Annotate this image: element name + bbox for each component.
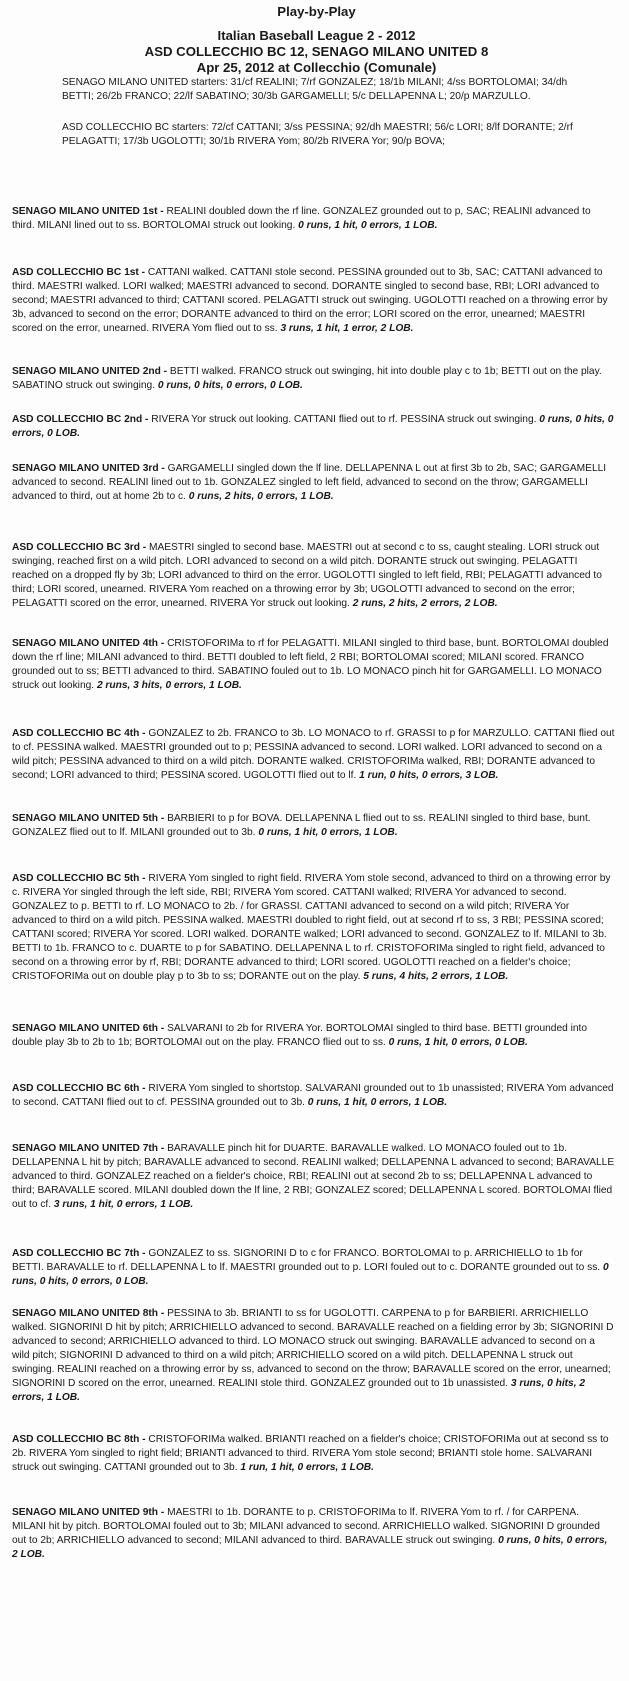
inning-team-heading: ASD COLLECCHIO BC 3rd - — [12, 542, 149, 553]
starters-lineup: ASD COLLECCHIO BC starters: 72/cf CATTANI; 3/ss PESSINA; 92/dh MAESTRI; 56/c LORI; 8/lf DORANTE; 2/rf PELAGATTI; 17/3b UGOLOTTI; 30/1b RIVERA Yom; 80/2b RIVERA Yor; 90/p BOVA; — [62, 122, 573, 147]
inning-plays: CRISTOFORIMa walked. BRIANTI reached on a fielder's choice; CRISTOFORIMa out at second ss to 2b. RIVERA Yom singled to right field; BRIANTI advanced to third. RIVERA Yom stole second; BRIANTI stole home. SALVARANI struck out swinging. CATTANI grounded out to 3b. — [12, 1434, 609, 1473]
inning-team-heading: ASD COLLECCHIO BC 7th - — [12, 1248, 149, 1259]
starters-section — [62, 76, 591, 149]
inning-plays: CATTANI walked. CATTANI stole second. PESSINA grounded out to 3b, SAC; CATTANI advanced to third. MAESTRI walked. LORI walked; MAESTRI advanced to second. DORANTE singled to second base, RBI; LORI advanced to second; MAESTRI advanced to third; CATTANI scored. PELAGATTI struck out swinging. UGOLOTTI reached on a throwing error by 3b, advanced to second on the error; DORANTE advanced to third on the error; LORI scored on the error, unearned; MAESTRI scored on the error, unearned. RIVERA Yom flied out to ss. — [12, 267, 608, 334]
inning-summary: 3 runs, 1 hit, 0 errors, 1 LOB. — [53, 1199, 194, 1210]
inning-summary: 0 runs, 0 hits, 0 errors, 0 LOB. — [157, 380, 303, 391]
inning-plays: GONZALEZ to ss. SIGNORINI D to c for FRANCO. BORTOLOMAI to p. ARRICHIELLO to 1b for BETTI. BARAVALLE to rf. DELLAPENNA L to lf. MAESTRI grounded out to p. LORI fouled out to c. DORANTE grounded out to ss. — [12, 1248, 603, 1273]
inning-entry — [12, 1433, 615, 1475]
inning-entry — [12, 462, 615, 504]
inning-team-heading: SENAGO MILANO UNITED 1st - — [12, 206, 167, 217]
inning-entry — [12, 872, 615, 984]
inning-entry — [12, 812, 615, 840]
inning-summary: 0 runs, 1 hit, 0 errors, 0 LOB. — [388, 1037, 528, 1048]
inning-entry — [12, 1506, 615, 1562]
inning-entry — [12, 1142, 615, 1212]
inning-plays: BARBIERI to p for BOVA. DELLAPENNA L flied out to ss. REALINI singled to third base, bunt. GONZALEZ flied out to lf. MILANI grounded out to 3b. — [12, 813, 591, 838]
inning-team-heading: ASD COLLECCHIO BC 2nd - — [12, 414, 152, 425]
inning-team-heading: SENAGO MILANO UNITED 8th - — [12, 1308, 168, 1319]
game-matchup: ASD COLLECCHIO BC 12, SENAGO MILANO UNITED 8 — [144, 44, 489, 59]
inning-summary: 2 runs, 3 hits, 0 errors, 1 LOB. — [96, 680, 242, 691]
inning-team-heading: SENAGO MILANO UNITED 9th - — [12, 1507, 168, 1518]
inning-entry — [12, 1022, 615, 1050]
inning-plays: PESSINA to 3b. BRIANTI to ss for UGOLOTTI. CARPENA to p for BARBIERI. ARRICHIELLO walked. SIGNORINI D hit by pitch; ARRICHIELLO advanced to second. BARAVALLE reached on a fielding error by 3b; SIGNORINI D advanced to second; ARRICHIELLO advanced to third. LO MONACO struck out swinging. BARAVALLE advanced to second on a wild pitch; SIGNORINI D advanced to third on a wild pitch; ARRICHIELLO scored on a wild pitch. DELLAPENNA L struck out swinging. REALINI reached on a throwing error by ss, advanced to second on the throw; BARAVALLE scored on the error, unearned; SIGNORINI D scored on the error, unearned. REALINI stole third. GONZALEZ grounded out to 1b unassisted. — [12, 1308, 614, 1389]
inning-plays: CRISTOFORIMa to rf for PELAGATTI. MILANI singled to third base, bunt. BORTOLOMAI doubled down the rf line; MILANI advanced to third. BETTI doubled to left field, 2 RBI; BORTOLOMAI scored; MILANI scored. FRANCO grounded out to ss; BETTI advanced to third. SABATINO fouled out to 1b. LO MONACO pinch hit for GARGAMELLI. LO MONACO struck out looking. — [12, 638, 609, 691]
inning-team-heading: SENAGO MILANO UNITED 3rd - — [12, 463, 168, 474]
inning-team-heading: ASD COLLECCHIO BC 1st - — [12, 267, 148, 278]
inning-plays: MAESTRI singled to second base. MAESTRI out at second c to ss, caught stealing. LORI struck out swinging, reached first on a wild pitch. LORI advanced to second on a wild pitch. DORANTE struck out swinging. PELAGATTI reached on a dropped fly by 3b; LORI advanced to third on the error. UGOLOTTI singled to left field, RBI; PELAGATTI advanced to third; LORI scored, unearned. RIVERA Yom reached on a throwing error by 3b; UGOLOTTI advanced to second on the error; PELAGATTI scored on the error, unearned. RIVERA Yor struck out looking. — [12, 542, 602, 609]
inning-plays: GONZALEZ to 2b. FRANCO to 3b. LO MONACO to rf. GRASSI to p for MARZULLO. CATTANI flied out to cf. PESSINA walked. MAESTRI grounded out to p; PESSINA advanced to second. LORI walked. LORI advanced to second on a wild pitch; PESSINA advanced to third on a wild pitch. DORANTE walked. CRISTOFORIMa walked, RBI; DORANTE advanced to second; LORI advanced to third; PESSINA scored. UGOLOTTI flied out to lf. — [12, 728, 615, 781]
inning-plays: SALVARANI to 2b for RIVERA Yor. BORTOLOMAI singled to third base. BETTI grounded into double play 3b to 2b to 1b; BORTOLOMAI out on the play. FRANCO flied out to ss. — [12, 1023, 588, 1048]
inning-plays: BETTI walked. FRANCO struck out swinging, hit into double play c to 1b; BETTI out on the play. SABATINO struck out swinging. — [12, 366, 602, 391]
inning-entry — [12, 266, 615, 336]
inning-team-heading: ASD COLLECCHIO BC 8th - — [12, 1434, 149, 1445]
starters-lineup: SENAGO MILANO UNITED starters: 31/cf REALINI; 7/rf GONZALEZ; 18/1b MILANI; 4/ss BORTOLOMAI; 34/dh BETTI; 26/2b FRANCO; 22/lf SABATINO; 30/3b GARGAMELLI; 5/c DELLAPENNA L; 20/p MARZULLO. — [62, 77, 568, 102]
inning-entry — [12, 1247, 615, 1289]
report-title: Play-by-Play — [277, 4, 356, 19]
inning-summary: 1 run, 0 hits, 0 errors, 3 LOB. — [359, 770, 499, 781]
inning-team-heading: SENAGO MILANO UNITED 2nd - — [12, 366, 170, 377]
inning-entry — [12, 727, 615, 783]
inning-team-heading: SENAGO MILANO UNITED 5th - — [12, 813, 168, 824]
inning-plays: RIVERA Yor struck out looking. CATTANI flied out to rf. PESSINA struck out swinging. — [151, 414, 540, 425]
inning-plays: MAESTRI to 1b. DORANTE to p. CRISTOFORIMa to lf. RIVERA Yom to rf. / for CARPENA. MILANI hit by pitch. BORTOLOMAI fouled out to 3b; MILANI advanced to second. ARRICHIELLO walked. SIGNORINI D grounded out to 2b; ARRICHIELLO advanced to second; MILANI advanced to third. BARAVALLE struck out swinging. — [12, 1507, 600, 1546]
inning-plays: RIVERA Yom singled to shortstop. SALVARANI grounded out to 1b unassisted; RIVERA Yom advanced to second. CATTANI flied out to cf. PESSINA grounded out to 3b. — [12, 1083, 614, 1108]
inning-team-heading: SENAGO MILANO UNITED 4th - — [12, 638, 168, 649]
inning-entry — [12, 205, 615, 233]
inning-plays: REALINI doubled down the rf line. GONZALEZ grounded out to p, SAC; REALINI advanced to third. MILANI lined out to ss. BORTOLOMAI struck out looking. — [12, 206, 591, 231]
report-header — [12, 0, 621, 76]
inning-summary: 3 runs, 0 hits, 2 errors, 1 LOB. — [12, 1378, 586, 1403]
inning-entry — [12, 1307, 615, 1405]
inning-entry — [12, 541, 615, 611]
inning-summary: 0 runs, 0 hits, 0 errors, 2 LOB. — [12, 1535, 608, 1560]
inning-entry — [12, 413, 615, 441]
inning-summary: 0 runs, 0 hits, 0 errors, 0 LOB. — [12, 414, 614, 439]
inning-team-heading: ASD COLLECCHIO BC 5th - — [12, 873, 149, 884]
inning-summary: 3 runs, 1 hit, 1 error, 2 LOB. — [280, 323, 414, 334]
game-date-place: Apr 25, 2012 at Collecchio (Comunale) — [196, 60, 437, 75]
inning-summary: 5 runs, 4 hits, 2 errors, 1 LOB. — [363, 971, 509, 982]
inning-summary: 0 runs, 0 hits, 0 errors, 0 LOB. — [12, 1262, 609, 1287]
inning-team-heading: ASD COLLECCHIO BC 4th - — [12, 728, 149, 739]
inning-team-heading: ASD COLLECCHIO BC 6th - — [12, 1083, 149, 1094]
inning-plays: RIVERA Yom singled to right field. RIVERA Yom stole second, advanced to third on a throwing error by c. RIVERA Yor singled through the left side, RBI; RIVERA Yom scored. CATTANI walked; RIVERA Yor advanced to second. GONZALEZ to p. BETTI to rf. LO MONACO to 2b. / for GRASSI. CATTANI advanced to second on a wild pitch; RIVERA Yor advanced to third on a wild pitch. PESSINA walked. MAESTRI doubled to right field, out at second rf to ss, 3 RBI; PESSINA scored; CATTANI scored; RIVERA Yor scored. LORI walked. DORANTE walked; LORI advanced to second. GONZALEZ to lf. MILANI to 3b. BETTI to 1b. FRANCO to c. DUARTE to p for SABATINO. DELLAPENNA L to rf. CRISTOFORIMa singled to right field, advanced to second on a throwing error by rf, RBI; DORANTE advanced to third; LORI scored. UGOLOTTI reached on a fielder's choice; CRISTOFORIMa out on double play p to 3b to ss; DORANTE out on the play. — [12, 873, 611, 982]
inning-plays: GARGAMELLI singled down the lf line. DELLAPENNA L out at first 3b to 2b, SAC; GARGAMELLI advanced to second. REALINI lined out to 1b. GONZALEZ singled to left field, advanced to second on the throw; GARGAMELLI advanced to third, out at home 2b to c. — [12, 463, 607, 502]
league-name: Italian Baseball League 2 - 2012 — [217, 28, 416, 43]
inning-summary: 0 runs, 1 hit, 0 errors, 1 LOB. — [298, 220, 438, 231]
inning-summary: 1 run, 1 hit, 0 errors, 1 LOB. — [240, 1462, 374, 1473]
inning-entry — [12, 637, 615, 693]
inning-team-heading: SENAGO MILANO UNITED 6th - — [12, 1023, 168, 1034]
inning-summary: 0 runs, 1 hit, 0 errors, 1 LOB. — [307, 1097, 448, 1108]
inning-plays: BARAVALLE pinch hit for DUARTE. BARAVALLE walked. LO MONACO fouled out to 1b. DELLAPENNA L hit by pitch; BARAVALLE advanced to second. REALINI walked; DELLAPENNA L advanced to second; BARAVALLE advanced to third. GONZALEZ reached on a fielder's choice, RBI; REALINI out at second 2b to ss; DELLAPENNA L advanced to third; BARAVALLE scored. MILANI doubled down the lf line, 2 RBI; GONZALEZ scored; DELLAPENNA L scored. BORTOLOMAI flied out to cf. — [12, 1143, 615, 1210]
inning-summary: 0 runs, 1 hit, 0 errors, 1 LOB. — [258, 827, 398, 838]
inning-summary: 2 runs, 2 hits, 2 errors, 2 LOB. — [352, 598, 498, 609]
inning-entry — [12, 365, 615, 393]
inning-summary: 0 runs, 2 hits, 0 errors, 1 LOB. — [188, 491, 334, 502]
inning-team-heading: SENAGO MILANO UNITED 7th - — [12, 1143, 168, 1154]
inning-entry — [12, 1082, 615, 1110]
